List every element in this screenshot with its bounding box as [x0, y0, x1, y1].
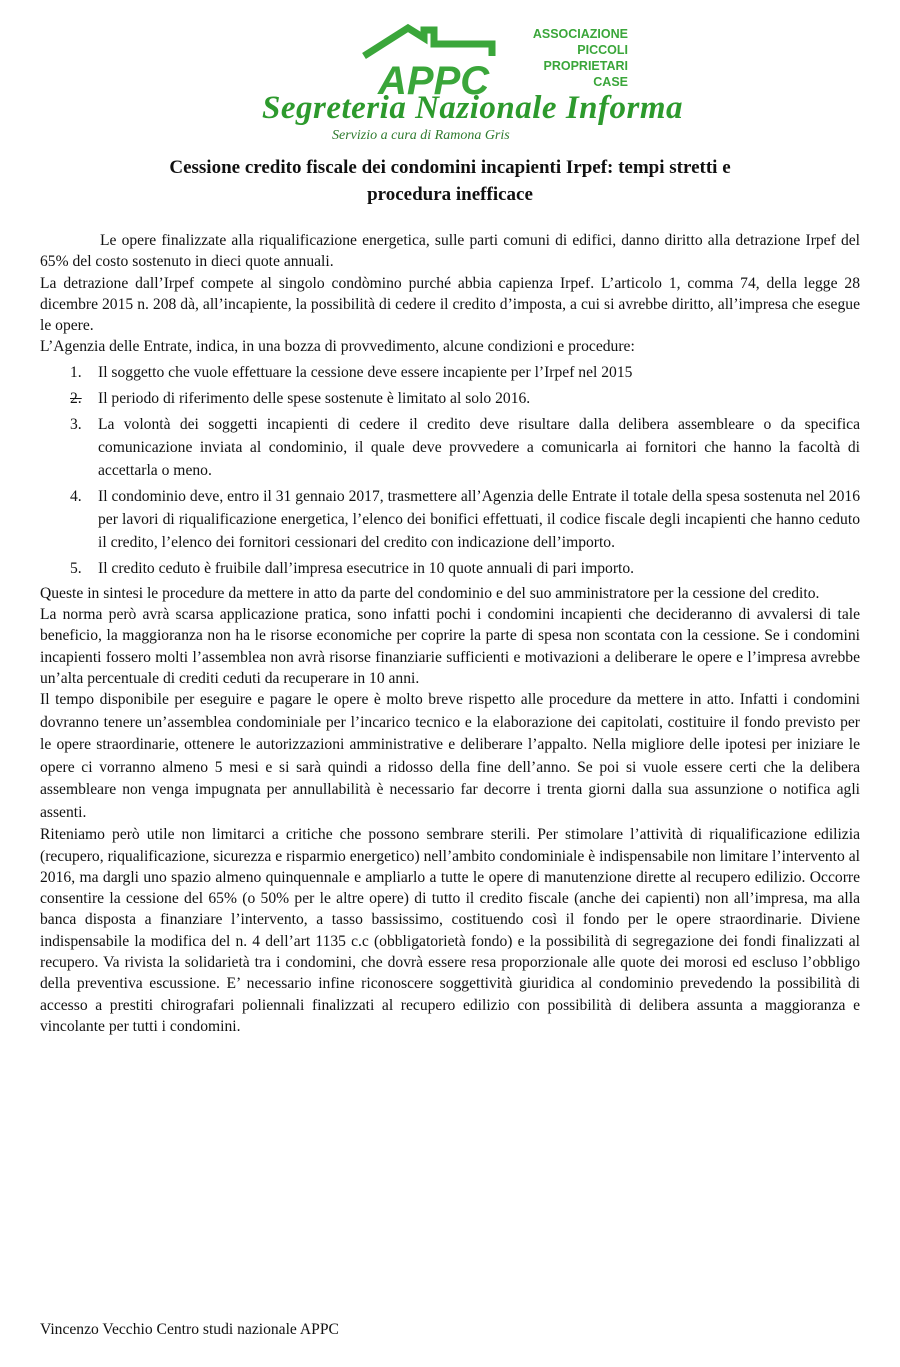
list-item: [40, 413, 860, 482]
paragraph: Queste in sintesi le procedure da mettere in atto da parte del condominio e del suo amministratore per la cessione del credito.: [40, 584, 820, 602]
list-number: 4.: [70, 487, 82, 505]
title-line: Cessione credito fiscale dei condomini incapienti Irpef: tempi stretti e: [169, 157, 731, 178]
paragraph: Riteniamo però utile non limitarci a critiche che possono sembrare sterili. Per stimolare l’attività di riqualificazione edilizia (recupero, riqualificazione, sicurezza e risparmio energetico) nell’ambito condominiale è indispensabile non limitare l’intervento al 2016, ma dargli uno spazio almeno quinquennale e ampliarlo a tutte le opere di manutenzione dirette al recupero edilizio. Occorre consentire la cessione del 65% (o 50% per le altre opere) di tutto il credito fiscale (anche dei capienti) non all’impresa, ma alla banca disposta a finanziare l’intervento, a tasso bassissimo, costituendo così il fondo per le opere straordinarie. Diviene indispensabile la modifica del n. 4 dell’art 1135 c.c (obbligatorietà fondo) e la possibilità di segregazione dei fondi finalizzati al recupero. Va rivista la solidarietà tra i condomini, che dovrà essere resa proporzionale alle quote dei morosi ed escluso l’obbligo della preventiva escussione. E’ necessario infine riconoscere soggettività giuridica al condominio prevedendo la possibilità di accesso a prestiti chirografari poliennali finalizzati al recupero edilizio con possibilità di delibera assunta a maggioranza e vincolante per tutti i condomini.: [40, 826, 860, 1035]
signature: Vincenzo Vecchio Centro studi nazionale APPC: [40, 1321, 339, 1338]
paragraph: L’Agenzia delle Entrate, indica, in una bozza di provvedimento, alcune condizioni e procedure:: [40, 338, 635, 356]
list-text: Il condominio deve, entro il 31 gennaio 2017, trasmettere all’Agenzia delle Entrate il totale della spesa sostenuta nel 2016 per lavori di riqualificazione energetica, l’elenco dei bonifici effettuati, il codice fiscale degli incapienti che hanno ceduto il credito, l’elenco dei fornitori cessionari del credito con indicazione dell’importo.: [98, 487, 860, 551]
association-line: PICCOLI: [577, 43, 628, 57]
association-line: CASE: [593, 75, 628, 89]
list-text: Il soggetto che vuole effettuare la cessione deve essere incapiente per l’Irpef nel 2015: [98, 363, 633, 381]
paragraph: Il tempo disponibile per eseguire e pagare le opere è molto breve rispetto alle procedure da mettere in atto. Infatti i condomini dovranno tenere un’assemblea condominiale per l’incarico tecnico e la elaborazione dei capitolati, costituire il fondo previsto per le opere straordinarie, ottenere le autorizzazioni amministrative e deliberare l’appalto. Nella migliore delle ipotesi per iniziare le opere ci vorranno almeno 5 mesi e si sarà quindi a ridosso della fine dell’anno. Se poi si vuole essere certi che la delibera assembleare non venga impugnata per annullabilità è necessario far decorre i trenta giorni dalla sua assunzione o notifica agli assenti.: [40, 691, 860, 821]
paragraph: Le opere finalizzate alla riqualificazione energetica, sulle parti comuni di edifici, danno diritto alla detrazione Irpef del 65% del costo sostenuto in dieci quote annuali.: [40, 232, 860, 271]
letterhead: [0, 0, 900, 150]
list-item: [40, 557, 860, 580]
servizio-credit: Servizio a cura di Ramona Gris: [332, 128, 510, 143]
article-title: [40, 154, 860, 208]
paragraph: La norma però avrà scarsa applicazione pratica, sono infatti pochi i condomini incapienti che decideranno di avvalersi di tale beneficio, la maggioranza non ha le risorse economiche per coprire la parte di spesa non scontata con la cessione. Se i condomini incapienti fossero molti l’assemblea non avrà risorse finanziarie sufficienti e motivazioni a deliberare le opere e l’impresa avrebbe un’alta percentuale di crediti ceduti da recuperare in 10 anni.: [40, 606, 860, 687]
list-text: La volontà dei soggetti incapienti di cedere il credito deve risultare dalla delibera assembleare o da specifica comunicazione inviata al condominio, il quale deve provvedere a comunicarla ai fornitori che hanno la facoltà di accettarla o meno.: [98, 415, 860, 479]
paragraph: La detrazione dall’Irpef compete al singolo condòmino purché abbia capienza Irpef. L’articolo 1, comma 74, della legge 28 dicembre 2015 n. 208 dà, all’incapiente, la possibilità di cedere il credito d’imposta, a cui si avrebbe diritto, all’impresa che esegue le opere.: [40, 274, 860, 335]
list-number: 3.: [70, 415, 82, 433]
article-body: [40, 230, 860, 1037]
list-item: [40, 387, 860, 410]
list-item: [40, 361, 860, 384]
segreteria-heading: Segreteria Nazionale Informa: [262, 90, 684, 126]
list-text: Il credito ceduto è fruibile dall’impresa esecutrice in 10 quote annuali di pari importo.: [98, 559, 635, 577]
association-name: [498, 26, 628, 90]
title-line: procedura inefficace: [367, 184, 533, 205]
list-number: 2.: [70, 389, 82, 407]
list-item: [40, 485, 860, 554]
list-text: Il periodo di riferimento delle spese sostenute è limitato al solo 2016.: [98, 389, 531, 407]
procedure-list: [40, 361, 860, 580]
logo-letters: APPC: [378, 59, 490, 102]
association-line: PROPRIETARI: [543, 59, 628, 73]
list-number: 1.: [70, 363, 82, 381]
list-number: 5.: [70, 559, 82, 577]
association-line: ASSOCIAZIONE: [532, 27, 628, 41]
